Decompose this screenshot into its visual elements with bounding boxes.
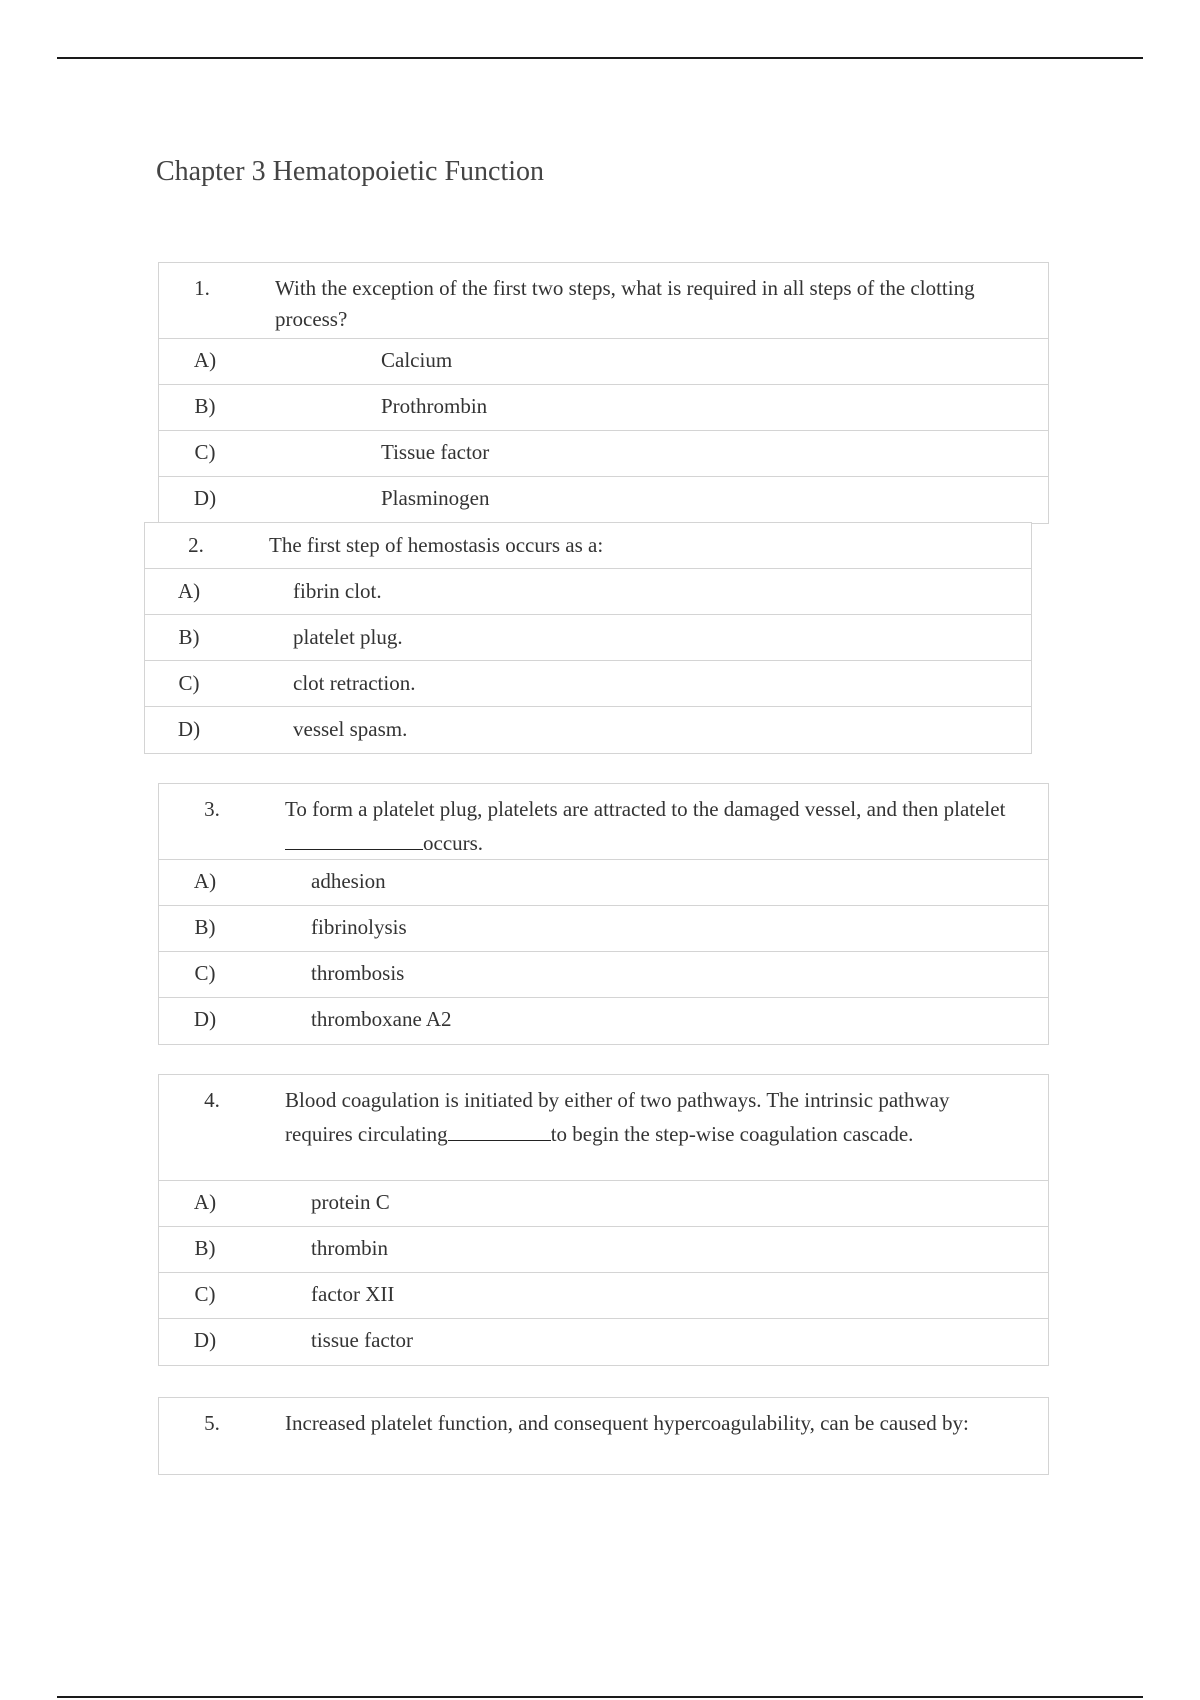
fill-in-blank	[448, 1116, 551, 1141]
option-text: protein C	[311, 1190, 390, 1214]
answer-option-c[interactable]	[159, 1273, 1048, 1319]
option-letter: D)	[193, 486, 217, 510]
option-letter: B)	[194, 1236, 216, 1260]
question-row	[159, 784, 1048, 860]
option-letter: C)	[178, 671, 200, 695]
option-letter: C)	[194, 440, 216, 464]
question-block-3	[158, 783, 1049, 1045]
option-letter: A)	[193, 348, 217, 372]
question-number: 3.	[204, 797, 220, 821]
option-text: fibrinolysis	[311, 915, 407, 939]
answer-option-d[interactable]	[159, 1319, 1048, 1365]
answer-option-c[interactable]	[145, 661, 1031, 707]
answer-option-c[interactable]	[159, 431, 1048, 477]
question-text-before: To form a platelet plug, platelets are attracted to the damaged vessel, and then platelet	[285, 797, 1006, 821]
question-block-4	[158, 1074, 1049, 1366]
option-text: Tissue factor	[381, 440, 490, 464]
answer-option-b[interactable]	[159, 1227, 1048, 1273]
page-title: Chapter 3 Hematopoietic Function	[156, 156, 545, 187]
answer-option-b[interactable]	[159, 906, 1048, 952]
answer-option-a[interactable]	[145, 569, 1031, 615]
option-letter: D)	[177, 717, 201, 741]
answer-option-d[interactable]	[159, 477, 1048, 523]
option-letter: C)	[194, 961, 216, 985]
option-text: Prothrombin	[381, 394, 488, 418]
option-letter: B)	[194, 394, 216, 418]
question-block-2	[144, 522, 1032, 754]
question-text	[265, 1085, 1048, 1150]
option-letter: A)	[177, 579, 201, 603]
option-letter: A)	[193, 869, 217, 893]
option-letter: B)	[194, 915, 216, 939]
question-row	[159, 263, 1048, 339]
question-text-before: Blood coagulation is initiated by either of two pathways. The intrinsic pathway requires circulating	[285, 1088, 950, 1146]
question-number: 1.	[194, 276, 210, 300]
question-text: Increased platelet function, and consequent hypercoagulability, can be caused by:	[285, 1411, 969, 1435]
answer-option-a[interactable]	[159, 860, 1048, 906]
answer-option-d[interactable]	[159, 998, 1048, 1044]
question-text	[265, 794, 1048, 859]
question-text: With the exception of the first two steps, what is required in all steps of the clotting process?	[275, 276, 975, 331]
question-text-after: occurs.	[423, 831, 484, 855]
option-text: platelet plug.	[293, 625, 403, 649]
option-text: adhesion	[311, 869, 386, 893]
answer-option-b[interactable]	[159, 385, 1048, 431]
question-text-after: to begin the step-wise coagulation cascade.	[550, 1122, 914, 1146]
bottom-rule	[57, 1696, 1143, 1698]
option-text: thrombin	[311, 1236, 388, 1260]
answer-option-d[interactable]	[145, 707, 1031, 753]
option-text: Plasminogen	[381, 486, 490, 510]
option-text: factor XII	[311, 1282, 395, 1306]
question-row	[159, 1398, 1048, 1474]
option-letter: D)	[193, 1328, 217, 1352]
question-number: 2.	[188, 533, 204, 557]
answer-option-c[interactable]	[159, 952, 1048, 998]
question-block-5	[158, 1397, 1049, 1475]
option-text: fibrin clot.	[293, 579, 382, 603]
option-letter: D)	[193, 1007, 217, 1031]
option-letter: C)	[194, 1282, 216, 1306]
option-letter: B)	[178, 625, 200, 649]
question-number: 5.	[204, 1411, 220, 1435]
question-row	[145, 523, 1031, 569]
option-text: thromboxane A2	[311, 1007, 452, 1031]
question-block-1	[158, 262, 1049, 524]
answer-option-a[interactable]	[159, 339, 1048, 385]
question-number: 4.	[204, 1088, 220, 1112]
question-row	[159, 1075, 1048, 1181]
top-rule	[57, 57, 1143, 59]
question-text: The first step of hemostasis occurs as a:	[269, 533, 604, 557]
option-letter: A)	[193, 1190, 217, 1214]
option-text: vessel spasm.	[293, 717, 408, 741]
option-text: Calcium	[381, 348, 453, 372]
option-text: thrombosis	[311, 961, 405, 985]
answer-option-a[interactable]	[159, 1181, 1048, 1227]
answer-option-b[interactable]	[145, 615, 1031, 661]
option-text: tissue factor	[311, 1328, 414, 1352]
fill-in-blank	[285, 825, 423, 850]
option-text: clot retraction.	[293, 671, 416, 695]
